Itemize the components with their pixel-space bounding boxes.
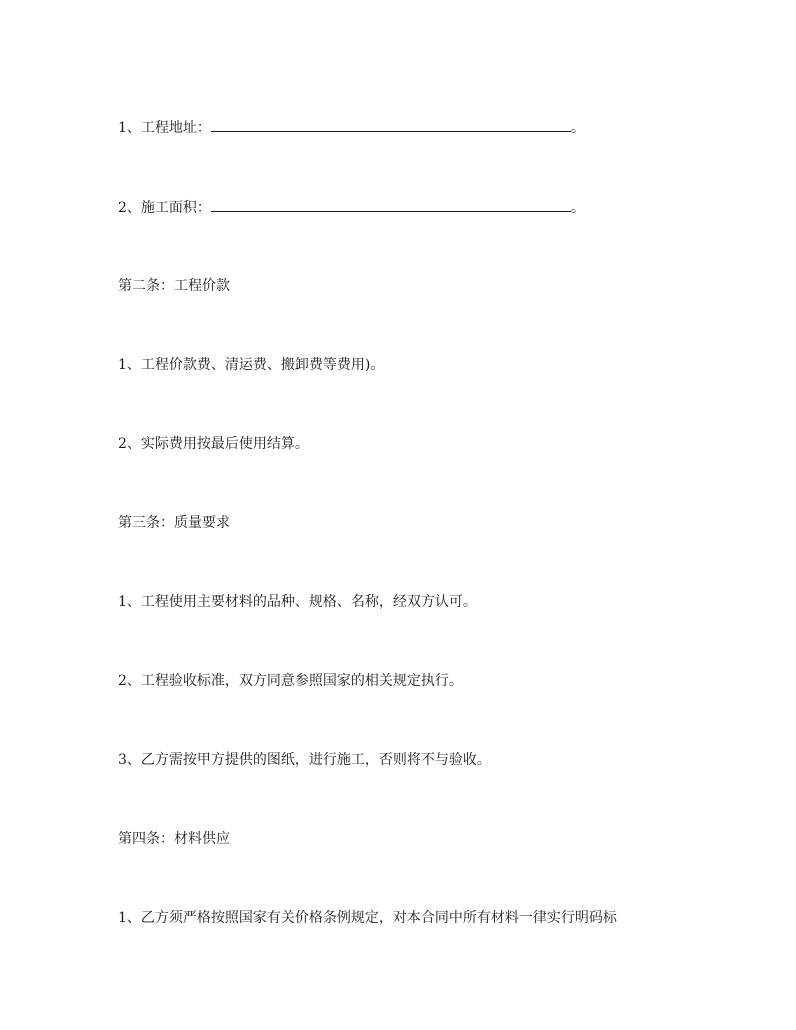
section-heading-quality: 第三条：质量要求 bbox=[118, 515, 230, 531]
section-heading-materials: 第四条：材料供应 bbox=[118, 831, 230, 847]
fill-in-blank bbox=[211, 197, 571, 212]
paragraph-suffix: 。 bbox=[570, 200, 585, 216]
paragraph-quality-3: 3、乙方需按甲方提供的图纸，进行施工，否则将不与验收。 bbox=[118, 752, 491, 768]
paragraph-quality-2: 2、工程验收标准，双方同意参照国家的相关规定执行。 bbox=[118, 673, 463, 689]
paragraph-quality-1: 1、工程使用主要材料的品种、规格、名称，经双方认可。 bbox=[118, 594, 477, 610]
paragraph-project-address bbox=[118, 117, 585, 138]
paragraph-construction-area bbox=[118, 197, 585, 218]
paragraph-price-1: 1、工程价款费、清运费、搬卸费等费用)。 bbox=[118, 357, 385, 373]
paragraph-text: 1、工程地址： bbox=[118, 120, 211, 136]
fill-in-blank bbox=[211, 117, 571, 132]
paragraph-materials-1: 1、乙方须严格按照国家有关价格条例规定，对本合同中所有材料一律实行明码标 bbox=[118, 910, 617, 926]
paragraph-text: 2、施工面积： bbox=[118, 200, 211, 216]
paragraph-price-2: 2、实际费用按最后使用结算。 bbox=[118, 436, 309, 452]
paragraph-suffix: 。 bbox=[570, 120, 585, 136]
section-heading-price: 第二条：工程价款 bbox=[118, 278, 230, 294]
